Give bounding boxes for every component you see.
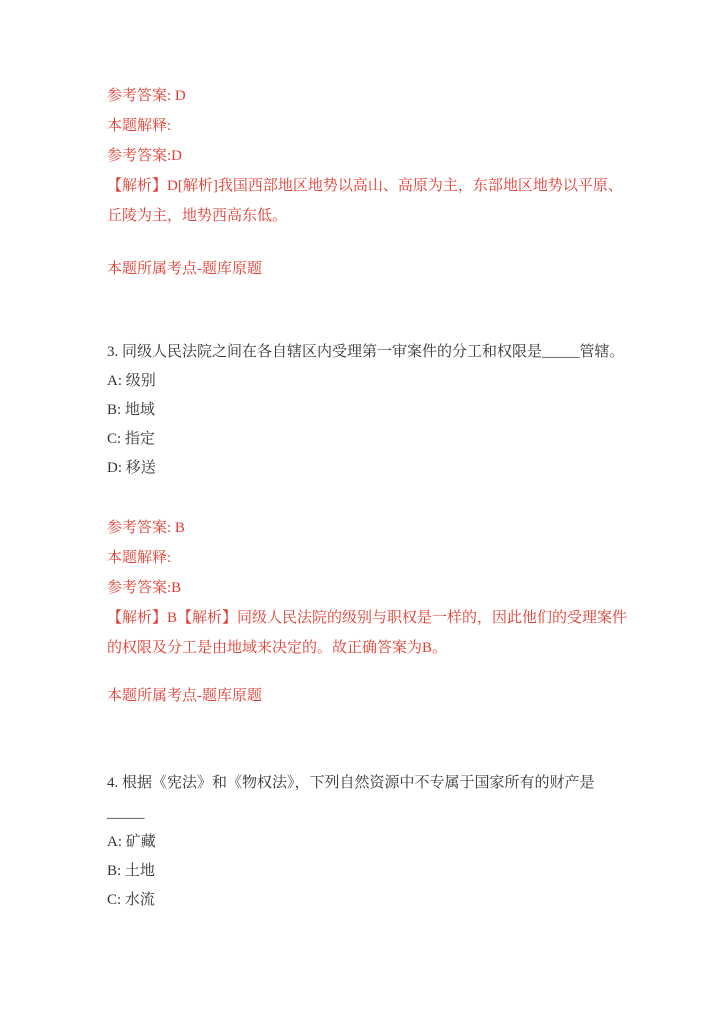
ref-answer-repeat: 参考答案:B [107, 580, 182, 596]
analysis-line: 丘陵为主，地势西高东低。 [107, 208, 288, 224]
question-4-stem: 4. 根据《宪法》和《物权法》，下列自然资源中不专属于国家所有的财产是 [107, 775, 595, 791]
ref-answer-repeat: 参考答案:D [107, 148, 183, 164]
analysis-line: 【解析】B【解析】同级人民法院的级别与职权是一样的，因此他们的受理案件 [107, 610, 628, 626]
ref-answer-text: 参考答案: D [107, 88, 186, 104]
question-3-option-d: D: 移送 [107, 460, 156, 476]
question-3-option-c: C: 指定 [107, 431, 155, 447]
question-3-stem: 3. 同级人民法院之间在各自辖区内受理第一审案件的分工和权限是_____管辖。 [107, 344, 625, 360]
document-content [107, 81, 628, 915]
ref-answer-text: 参考答案: B [107, 520, 185, 536]
question-4-option-c: C: 水流 [107, 892, 155, 908]
question-4-option-b: B: 土地 [107, 863, 155, 879]
explain-heading: 本题解释: [107, 550, 172, 566]
question-3-option-a: A: 级别 [107, 373, 156, 389]
question-4-stem-blank: _____ [107, 805, 145, 821]
topic-note: 本题所属考点-题库原题 [107, 688, 262, 704]
topic-note: 本题所属考点-题库原题 [107, 261, 262, 277]
analysis-line: 的权限及分工是由地域来决定的。故正确答案为B。 [107, 640, 448, 656]
question-4-option-a: A: 矿藏 [107, 834, 156, 850]
analysis-line: 【解析】D[解析]我国西部地区地势以高山、高原为主，东部地区地势以平原、 [107, 178, 623, 194]
question-3-option-b: B: 地域 [107, 402, 155, 418]
explain-heading: 本题解释: [107, 118, 172, 134]
